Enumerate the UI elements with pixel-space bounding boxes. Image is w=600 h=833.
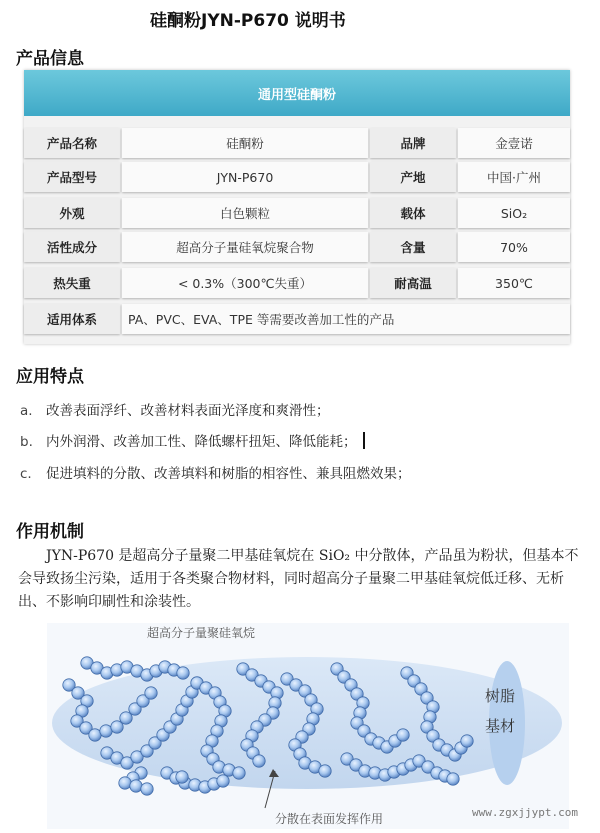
text-cursor	[363, 432, 365, 449]
bead-particle	[177, 667, 189, 679]
bead-particle	[89, 729, 101, 741]
table-value: < 0.3%（300℃失重）	[122, 268, 368, 298]
bead-particle	[176, 771, 188, 783]
bead-particle	[130, 780, 142, 792]
table-key: 适用体系	[24, 304, 120, 334]
document-title: 硅酮粉JYN-P670 说明书	[150, 11, 346, 31]
table-value: 硅酮粉	[122, 128, 368, 158]
bead-particle	[461, 735, 473, 747]
resin-label-line1: 树脂	[485, 687, 516, 705]
list-marker: c.	[20, 466, 32, 482]
table-key: 外观	[24, 198, 120, 228]
bead-particle	[253, 755, 265, 767]
table-key: 载体	[370, 198, 456, 228]
chain-label: 超高分子量聚硅氧烷	[147, 626, 256, 640]
table-value: 白色颗粒	[122, 198, 368, 228]
table-key: 品牌	[370, 128, 456, 158]
watermark: www.zgxjjypt.com	[472, 806, 578, 819]
table-key: 热失重	[24, 268, 120, 298]
bead-particle	[145, 687, 157, 699]
bead-particle	[319, 765, 331, 777]
table-header: 通用型硅酮粉	[24, 70, 570, 116]
dispersion-label: 分散在表面发挥作用	[275, 812, 384, 826]
bead-particle	[141, 783, 153, 795]
bead-particle	[233, 767, 245, 779]
section-mechanism: 作用机制	[16, 522, 84, 542]
bead-particle	[447, 773, 459, 785]
table-value: 70%	[458, 232, 570, 262]
diagram-svg	[47, 623, 569, 829]
table-value: JYN-P670	[122, 162, 368, 192]
mechanism-paragraph: JYN-P670 是超高分子量聚二甲基硅氧烷在 SiO₂ 中分散体，产品虽为粉状，但基本不会导致扬尘污染，适用于各类聚合物材料，同时超高分子量聚二甲基硅氧烷低迁移、无析出、不影响印刷性和涂装性。	[18, 548, 579, 610]
bead-particle	[397, 729, 409, 741]
table-key: 产品型号	[24, 162, 120, 192]
table-key: 产品名称	[24, 128, 120, 158]
section-features: 应用特点	[16, 367, 84, 387]
list-item	[20, 462, 411, 482]
table-key: 含量	[370, 232, 456, 262]
mechanism-diagram	[47, 623, 569, 829]
list-text: 内外润滑、改善加工性、降低螺杆扭矩、降低能耗；	[46, 434, 357, 450]
table-key: 活性成分	[24, 232, 120, 262]
section-product-info: 产品信息	[16, 49, 84, 69]
list-marker: a.	[20, 403, 33, 419]
table-value: PA、PVC、EVA、TPE 等需要改善加工性的产品	[122, 304, 570, 334]
table-value: 超高分子量硅氧烷聚合物	[122, 232, 368, 262]
resin-label-line2: 基材	[485, 717, 516, 735]
list-marker: b.	[20, 434, 33, 450]
table-value: 金壹诺	[458, 128, 570, 158]
bead-particle	[100, 725, 112, 737]
bead-particle	[217, 775, 229, 787]
spec-table	[24, 70, 570, 344]
table-value: 350℃	[458, 268, 570, 298]
list-item	[20, 399, 330, 419]
table-value: 中国·广州	[458, 162, 570, 192]
list-text: 促进填料的分散、改善填料和树脂的相容性、兼具阻燃效果；	[46, 466, 411, 482]
table-key: 耐高温	[370, 268, 456, 298]
list-text: 改善表面浮纤、改善材料表面光泽度和爽滑性；	[46, 403, 330, 419]
list-item	[20, 430, 365, 450]
table-key: 产地	[370, 162, 456, 192]
table-value: SiO₂	[458, 198, 570, 228]
bead-particle	[119, 777, 131, 789]
